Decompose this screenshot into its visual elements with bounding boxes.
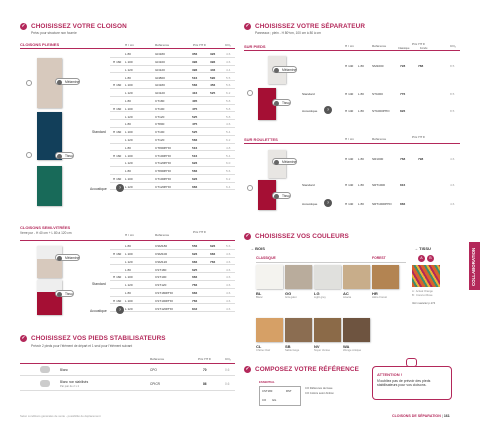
green-swatch	[37, 166, 62, 206]
table-cell: L 100	[125, 130, 133, 135]
table-cell: GN120	[155, 67, 165, 72]
semi-tissu-label: Tissu	[55, 290, 74, 297]
wood-swatch[interactable]	[314, 265, 341, 289]
nav-circle[interactable]	[26, 152, 32, 158]
table-cell: L 100	[125, 83, 133, 88]
wood-code: NV	[314, 344, 320, 349]
table-cell: L 100	[125, 252, 133, 257]
col-ref: Référence	[155, 233, 170, 237]
stab-row	[20, 364, 235, 376]
table-row	[110, 304, 235, 312]
tissu-swatch	[412, 265, 440, 287]
table-row	[110, 73, 235, 81]
ref-essential: ESSENTIAL	[259, 380, 275, 384]
wheels-tissu-label: Tissu	[272, 192, 291, 199]
check-icon: ✓	[245, 233, 250, 239]
col-co2: CO₂	[225, 357, 231, 361]
nav-circle[interactable]	[247, 90, 253, 96]
table-row	[110, 258, 235, 266]
wood-swatch[interactable]	[372, 265, 399, 289]
semi-standard-label: Standard	[92, 282, 106, 286]
table-cell: 4.6	[226, 275, 231, 280]
table-cell: 6.2	[226, 177, 231, 182]
badge-b: B	[427, 255, 434, 262]
table-cell: GN800	[155, 75, 165, 80]
table-row	[110, 112, 235, 120]
table-cell: CT100	[155, 106, 165, 111]
table-cell: 4.6	[226, 283, 231, 288]
table-cell: L 120	[125, 67, 133, 72]
table-cell: 5.6	[226, 83, 231, 88]
semi-table	[110, 242, 235, 322]
table-cell: L 80	[125, 291, 131, 296]
wood-code: AC	[343, 291, 349, 296]
table-cell: 766	[192, 283, 198, 288]
table-row	[110, 120, 235, 128]
table-cell: L 120	[125, 91, 133, 96]
col-ref: Référence	[155, 43, 170, 47]
table-cell: CT100PHO	[155, 177, 171, 182]
chat-icon	[406, 358, 417, 367]
table-cell: CT100PHO	[155, 153, 171, 158]
table-row	[110, 81, 235, 89]
semi-title: CLOISONS SEMI-VITRÉES	[20, 225, 71, 230]
table-cell: L 80	[125, 75, 131, 80]
section-title-stab: CHOISISSEZ VOS PIEDS STABILISATEURS	[31, 335, 166, 342]
table-cell: 396	[192, 67, 198, 72]
table-row	[110, 50, 235, 58]
table-cell: L 120	[125, 184, 133, 189]
table-row	[110, 281, 235, 289]
table-cell: 396	[192, 60, 198, 65]
col-h: H / cm	[125, 43, 134, 47]
table-cell: L 80	[125, 267, 131, 272]
tissu-note: A : Actual Orange	[412, 290, 433, 293]
tissu-label: Tissu	[55, 152, 74, 159]
section-title-couleurs: CHOISISSEZ VOS COULEURS	[255, 233, 349, 240]
wheel-row: H 140 L 80 SR1000 768 798 4.6	[345, 157, 455, 161]
table-cell: 5.6	[226, 169, 231, 174]
table-row	[110, 183, 235, 191]
table-cell: CST100PHO	[155, 298, 174, 303]
table-cell: 396	[210, 60, 216, 65]
table-cell: 766	[192, 298, 198, 303]
foot-icon	[40, 380, 50, 387]
table-cell: 566	[192, 138, 198, 143]
acoustic-icon: ?	[324, 106, 332, 114]
rule	[244, 50, 460, 51]
plain-title: CLOISONS PLEINES	[20, 42, 60, 47]
wood-swatch[interactable]	[343, 318, 370, 342]
acoustic-label: Acoustique	[90, 187, 107, 191]
feet-row: Acoustique H 140 L 80 ST1000PHO 826 8.5	[302, 109, 455, 113]
col-fondu: Fondu	[420, 47, 428, 50]
table-cell: L 100	[125, 275, 133, 280]
table-row	[110, 89, 235, 97]
table-cell: 516	[192, 153, 198, 158]
wood-name: Wenge Antique	[343, 349, 362, 352]
table-cell: 5.8	[226, 114, 231, 119]
table-cell: 475	[192, 122, 198, 127]
col-h: H / cm	[125, 233, 134, 237]
table-cell: 516	[192, 75, 198, 80]
stab-ref: CPO	[150, 368, 157, 372]
acoustic-icon: ?	[116, 306, 124, 314]
feet-table	[290, 60, 460, 120]
table-cell: CST120	[155, 283, 167, 288]
stab-row	[20, 377, 235, 391]
standard-label: Standard	[92, 130, 106, 134]
stab-price: 86	[203, 382, 207, 386]
table-cell: 4.6	[226, 267, 231, 272]
table-cell: L 80	[125, 99, 131, 104]
wheel-row: Standard H 140 L 80 SRT1000 816 4.6	[302, 183, 455, 187]
check-icon: ✓	[245, 23, 250, 29]
check-icon: ✓	[245, 366, 250, 372]
table-cell: 566	[192, 169, 198, 174]
wood-name: Noyer Venise	[314, 349, 330, 352]
table-cell: CT120PHO	[155, 184, 171, 189]
col-co2: CO₂	[450, 44, 456, 48]
stab-price: 70	[203, 368, 207, 372]
wood-swatch[interactable]	[285, 318, 312, 342]
foot-icon	[40, 366, 50, 373]
wood-name: Sable beige	[285, 349, 300, 352]
acoustic-icon: ?	[116, 184, 124, 192]
col-price: Prix HT €	[193, 230, 206, 234]
check-icon: ✓	[21, 335, 26, 341]
table-row	[110, 128, 235, 136]
table-cell: L 120	[125, 138, 133, 143]
wood-name: Blanc	[256, 296, 263, 299]
table-cell: L 100	[125, 177, 133, 182]
table-cell: L 120	[125, 161, 133, 166]
table-cell: 626	[210, 244, 216, 249]
classique-label: CLASSIQUE	[256, 256, 276, 260]
table-cell: 6.2	[226, 91, 231, 96]
table-cell: CST100	[155, 275, 167, 280]
rule	[256, 262, 406, 263]
melamine-label: Mélamine	[55, 78, 80, 85]
table-cell: 566	[192, 83, 198, 88]
ref-box: CST180 RST CO GG	[259, 386, 301, 406]
wood-code: SB	[285, 344, 291, 349]
table-cell: 356	[192, 52, 198, 57]
table-cell: L 100	[125, 298, 133, 303]
table-cell: CSM120	[155, 259, 168, 264]
table-cell: L 100	[125, 153, 133, 158]
table-cell: L 80	[125, 52, 131, 57]
cloison-table	[110, 50, 235, 195]
table-cell: CST120PHO	[155, 306, 174, 311]
table-cell: GN100	[155, 60, 165, 65]
table-cell: GN120	[155, 91, 165, 96]
table-cell: 4.6	[226, 122, 231, 127]
table-cell: L 120	[125, 259, 133, 264]
table-cell: 5.4	[226, 153, 231, 158]
semi-red-swatch	[37, 280, 62, 315]
feet-melamine-label: Mélamine	[272, 66, 297, 73]
col-price: Prix HT €	[193, 43, 206, 47]
table-cell: 4.4	[226, 67, 231, 72]
stab-sub: Par pair de 2 x 2	[60, 385, 80, 388]
table-cell: 525	[192, 130, 198, 135]
wood-swatch[interactable]	[343, 265, 370, 289]
semi-acoustic-label: Acoustique	[90, 309, 107, 313]
bois-label: → BOIS	[250, 246, 265, 251]
table-cell: 666	[192, 259, 198, 264]
stab-name: Blanc non stabilisés	[60, 380, 89, 384]
col-ref: Référence	[372, 44, 387, 48]
table-cell: 4.8	[226, 145, 231, 150]
wheels-melamine-label: Mélamine	[272, 158, 297, 165]
wood-swatch[interactable]	[256, 318, 283, 342]
semi-melamine-swatch	[37, 246, 62, 278]
table-cell: 5.4	[226, 130, 231, 135]
table-cell: L 80	[125, 244, 131, 249]
table-cell: GN180	[155, 52, 165, 57]
table-cell: L 100	[125, 60, 133, 65]
ref-legend: CO Référence de base	[305, 387, 333, 390]
side-tab[interactable]: COLLABORATION	[469, 242, 480, 290]
feet-row: H 140 L 80 SM1000 728 788 8.5	[345, 64, 455, 68]
stab-name: Blanc	[60, 368, 68, 372]
tissu-heading: → TISSU	[414, 246, 431, 251]
table-cell: CT120	[155, 114, 165, 119]
table-cell: 4.6	[226, 259, 231, 264]
forest-label: FOREST	[372, 256, 386, 260]
section-title-separateur: CHOISISSEZ VOTRE SÉPARATEUR	[255, 23, 366, 30]
wood-code: CL	[256, 344, 262, 349]
cloison-subtitle: Prévu pour structure non fournie	[31, 31, 77, 35]
table-cell: 625	[192, 267, 198, 272]
table-cell: H 160	[113, 106, 122, 111]
section-title-ref: COMPOSEZ VOTRE RÉFÉRENCE	[255, 366, 359, 373]
table-cell: 666	[210, 252, 216, 257]
wood-swatch[interactable]	[285, 265, 312, 289]
table-cell: 456	[210, 83, 216, 88]
stab-subtitle: Prévoir 2 pieds pour l'élément de départ et 1 seul pour l'élément suivant	[31, 344, 133, 348]
nav-circle[interactable]	[26, 80, 32, 86]
table-row	[110, 136, 235, 144]
table-cell: H 160	[113, 298, 122, 303]
table-cell: CST180	[155, 267, 167, 272]
ref-legend: CO Coloris selon finition	[305, 392, 334, 395]
wood-code: BL	[256, 291, 262, 296]
table-row	[110, 105, 235, 113]
table-cell: H 160	[113, 252, 122, 257]
table-row	[110, 144, 235, 152]
table-cell: CT100	[155, 130, 165, 135]
col-classic: Classique	[398, 47, 410, 50]
col-h: H / cm	[345, 44, 354, 48]
wood-code: LG	[314, 291, 320, 296]
table-cell: L 120	[125, 114, 133, 119]
wood-code: HR	[372, 291, 378, 296]
table-cell: 405	[192, 99, 198, 104]
nav-circle[interactable]	[247, 185, 253, 191]
rule	[20, 240, 235, 241]
wood-code: GG	[285, 291, 292, 296]
table-row	[110, 175, 235, 183]
col-ref: Référence	[150, 357, 165, 361]
table-cell: 5.5	[226, 75, 231, 80]
table-cell: 416	[192, 91, 198, 96]
wood-swatch[interactable]	[256, 265, 283, 289]
wheels-title: SUR ROULETTES	[244, 137, 278, 142]
wheel-row: Acoustique H 140 L 80 SRT1000PHO 866 4.6	[302, 202, 455, 206]
semi-melamine-label: Mélamine	[55, 254, 80, 261]
badge-a: A	[418, 255, 425, 262]
table-cell: 475	[192, 106, 198, 111]
table-cell: CT120PHO	[155, 161, 171, 166]
table-cell: L 80	[125, 169, 131, 174]
table-row	[110, 250, 235, 258]
table-row	[110, 58, 235, 66]
table-cell: 6.2	[226, 138, 231, 143]
table-cell: 5.8	[226, 106, 231, 111]
table-row	[110, 151, 235, 159]
table-cell: 666	[192, 184, 198, 189]
table-cell: 4.6	[226, 291, 231, 296]
table-cell: L 80	[125, 122, 131, 127]
table-cell: 4.6	[226, 252, 231, 257]
table-row	[110, 297, 235, 305]
table-cell: 4.6	[226, 306, 231, 311]
table-cell: H 160	[113, 275, 122, 280]
attention-box	[372, 366, 452, 400]
col-price: Prix HT €	[412, 42, 425, 46]
table-row	[110, 66, 235, 74]
table-cell: CT800	[155, 122, 165, 127]
col-price: Prix HT €	[198, 357, 211, 361]
wood-swatch[interactable]	[314, 318, 341, 342]
table-cell: 626	[192, 161, 198, 166]
col-price: Prix HT €	[412, 135, 425, 139]
table-cell: L 120	[125, 306, 133, 311]
stab-co2: 0.6	[225, 382, 230, 386]
table-cell: H 160	[113, 83, 122, 88]
table-row	[110, 265, 235, 273]
wood-code: WA	[343, 344, 350, 349]
wood-name: Light grey	[314, 296, 326, 299]
table-cell: 4.6	[226, 60, 231, 65]
table-cell: 4.6	[226, 52, 231, 57]
col-ref: Référence	[372, 137, 387, 141]
wood-name: Chêne Clair	[256, 349, 271, 352]
col-co2: CO₂	[225, 43, 231, 47]
rule	[244, 143, 460, 144]
table-cell: 626	[192, 177, 198, 182]
footer-note: Selon conditions générales de vente - possibilité de déplacement	[20, 414, 101, 418]
footer-section: CLOISONS DE SÉPARATION | 161	[392, 414, 450, 418]
table-cell: 556	[192, 244, 198, 249]
table-row	[110, 273, 235, 281]
feet-title: SUR PIEDS	[244, 44, 266, 49]
table-cell: 446	[210, 67, 216, 72]
table-cell: CT800PHO	[155, 169, 171, 174]
table-cell: 516	[192, 145, 198, 150]
wheels-table	[290, 152, 460, 212]
stab-ref: CPICR	[150, 382, 160, 386]
table-cell: 626	[192, 252, 198, 257]
table-cell: 666	[192, 291, 198, 296]
wood-name: Hêtre Forest	[372, 296, 387, 299]
tissu-more-link[interactable]: Voir nuancier p.174	[412, 302, 436, 305]
table-cell: 5.8	[226, 99, 231, 104]
table-row	[110, 97, 235, 105]
table-cell: 842	[192, 306, 198, 311]
table-cell: CSM180	[155, 244, 168, 249]
table-row	[110, 242, 235, 250]
wood-name: Gris galet	[285, 296, 297, 299]
table-cell: 326	[210, 52, 216, 57]
table-cell: CT120	[155, 138, 165, 143]
table-cell: 525	[210, 91, 216, 96]
table-cell: L 100	[125, 106, 133, 111]
table-cell: 525	[192, 114, 198, 119]
check-icon: ✓	[21, 23, 26, 29]
table-cell: L 80	[125, 145, 131, 150]
table-row	[110, 289, 235, 297]
table-row	[110, 167, 235, 175]
table-cell: 666	[192, 275, 198, 280]
attention-text: N'oubliez pas de prévoir des pieds stabilisateurs pour vos cloisons.	[377, 379, 431, 388]
feet-tissu-label: Tissu	[272, 99, 291, 106]
table-cell: CST180PHO	[155, 291, 174, 296]
tissu-note: B : Coral et Rose	[412, 294, 433, 297]
table-cell: 5.6	[226, 244, 231, 249]
table-cell: 766	[210, 259, 216, 264]
col-h: H / cm	[345, 137, 354, 141]
table-cell: L 120	[125, 283, 133, 288]
attention-title: ATTENTION !	[377, 372, 403, 377]
feet-row: Standard H 140 L 80 ST1000 776 8.5	[302, 92, 455, 96]
acoustic-icon: ?	[324, 199, 332, 207]
table-cell: 4.6	[226, 298, 231, 303]
table-cell: H 160	[113, 177, 122, 182]
rule	[20, 48, 235, 49]
table-cell: H 160	[113, 153, 122, 158]
table-cell: H 160	[113, 60, 122, 65]
table-cell: CSM100	[155, 252, 168, 257]
table-cell: GN180	[155, 83, 165, 88]
section-title-cloison: CHOISISSEZ VOTRE CLOISON	[31, 23, 127, 30]
table-cell: 6.0	[226, 161, 231, 166]
sep-subtitle: Panneaux ; plein - H 80*cm, 100 cm à 80 à cm	[255, 31, 321, 35]
stab-co2: 0.6	[225, 368, 230, 372]
table-cell: CT800PHO	[155, 145, 171, 150]
semi-subtitle: Verre pur - H 40 cm + L 80 à 120 cm	[20, 231, 72, 235]
table-cell: H 160	[113, 130, 122, 135]
table-cell: CT180	[155, 99, 165, 104]
table-cell: 6.4	[226, 184, 231, 189]
table-cell: 590	[210, 75, 216, 80]
wood-name: Acacia	[343, 296, 352, 299]
table-row	[110, 159, 235, 167]
